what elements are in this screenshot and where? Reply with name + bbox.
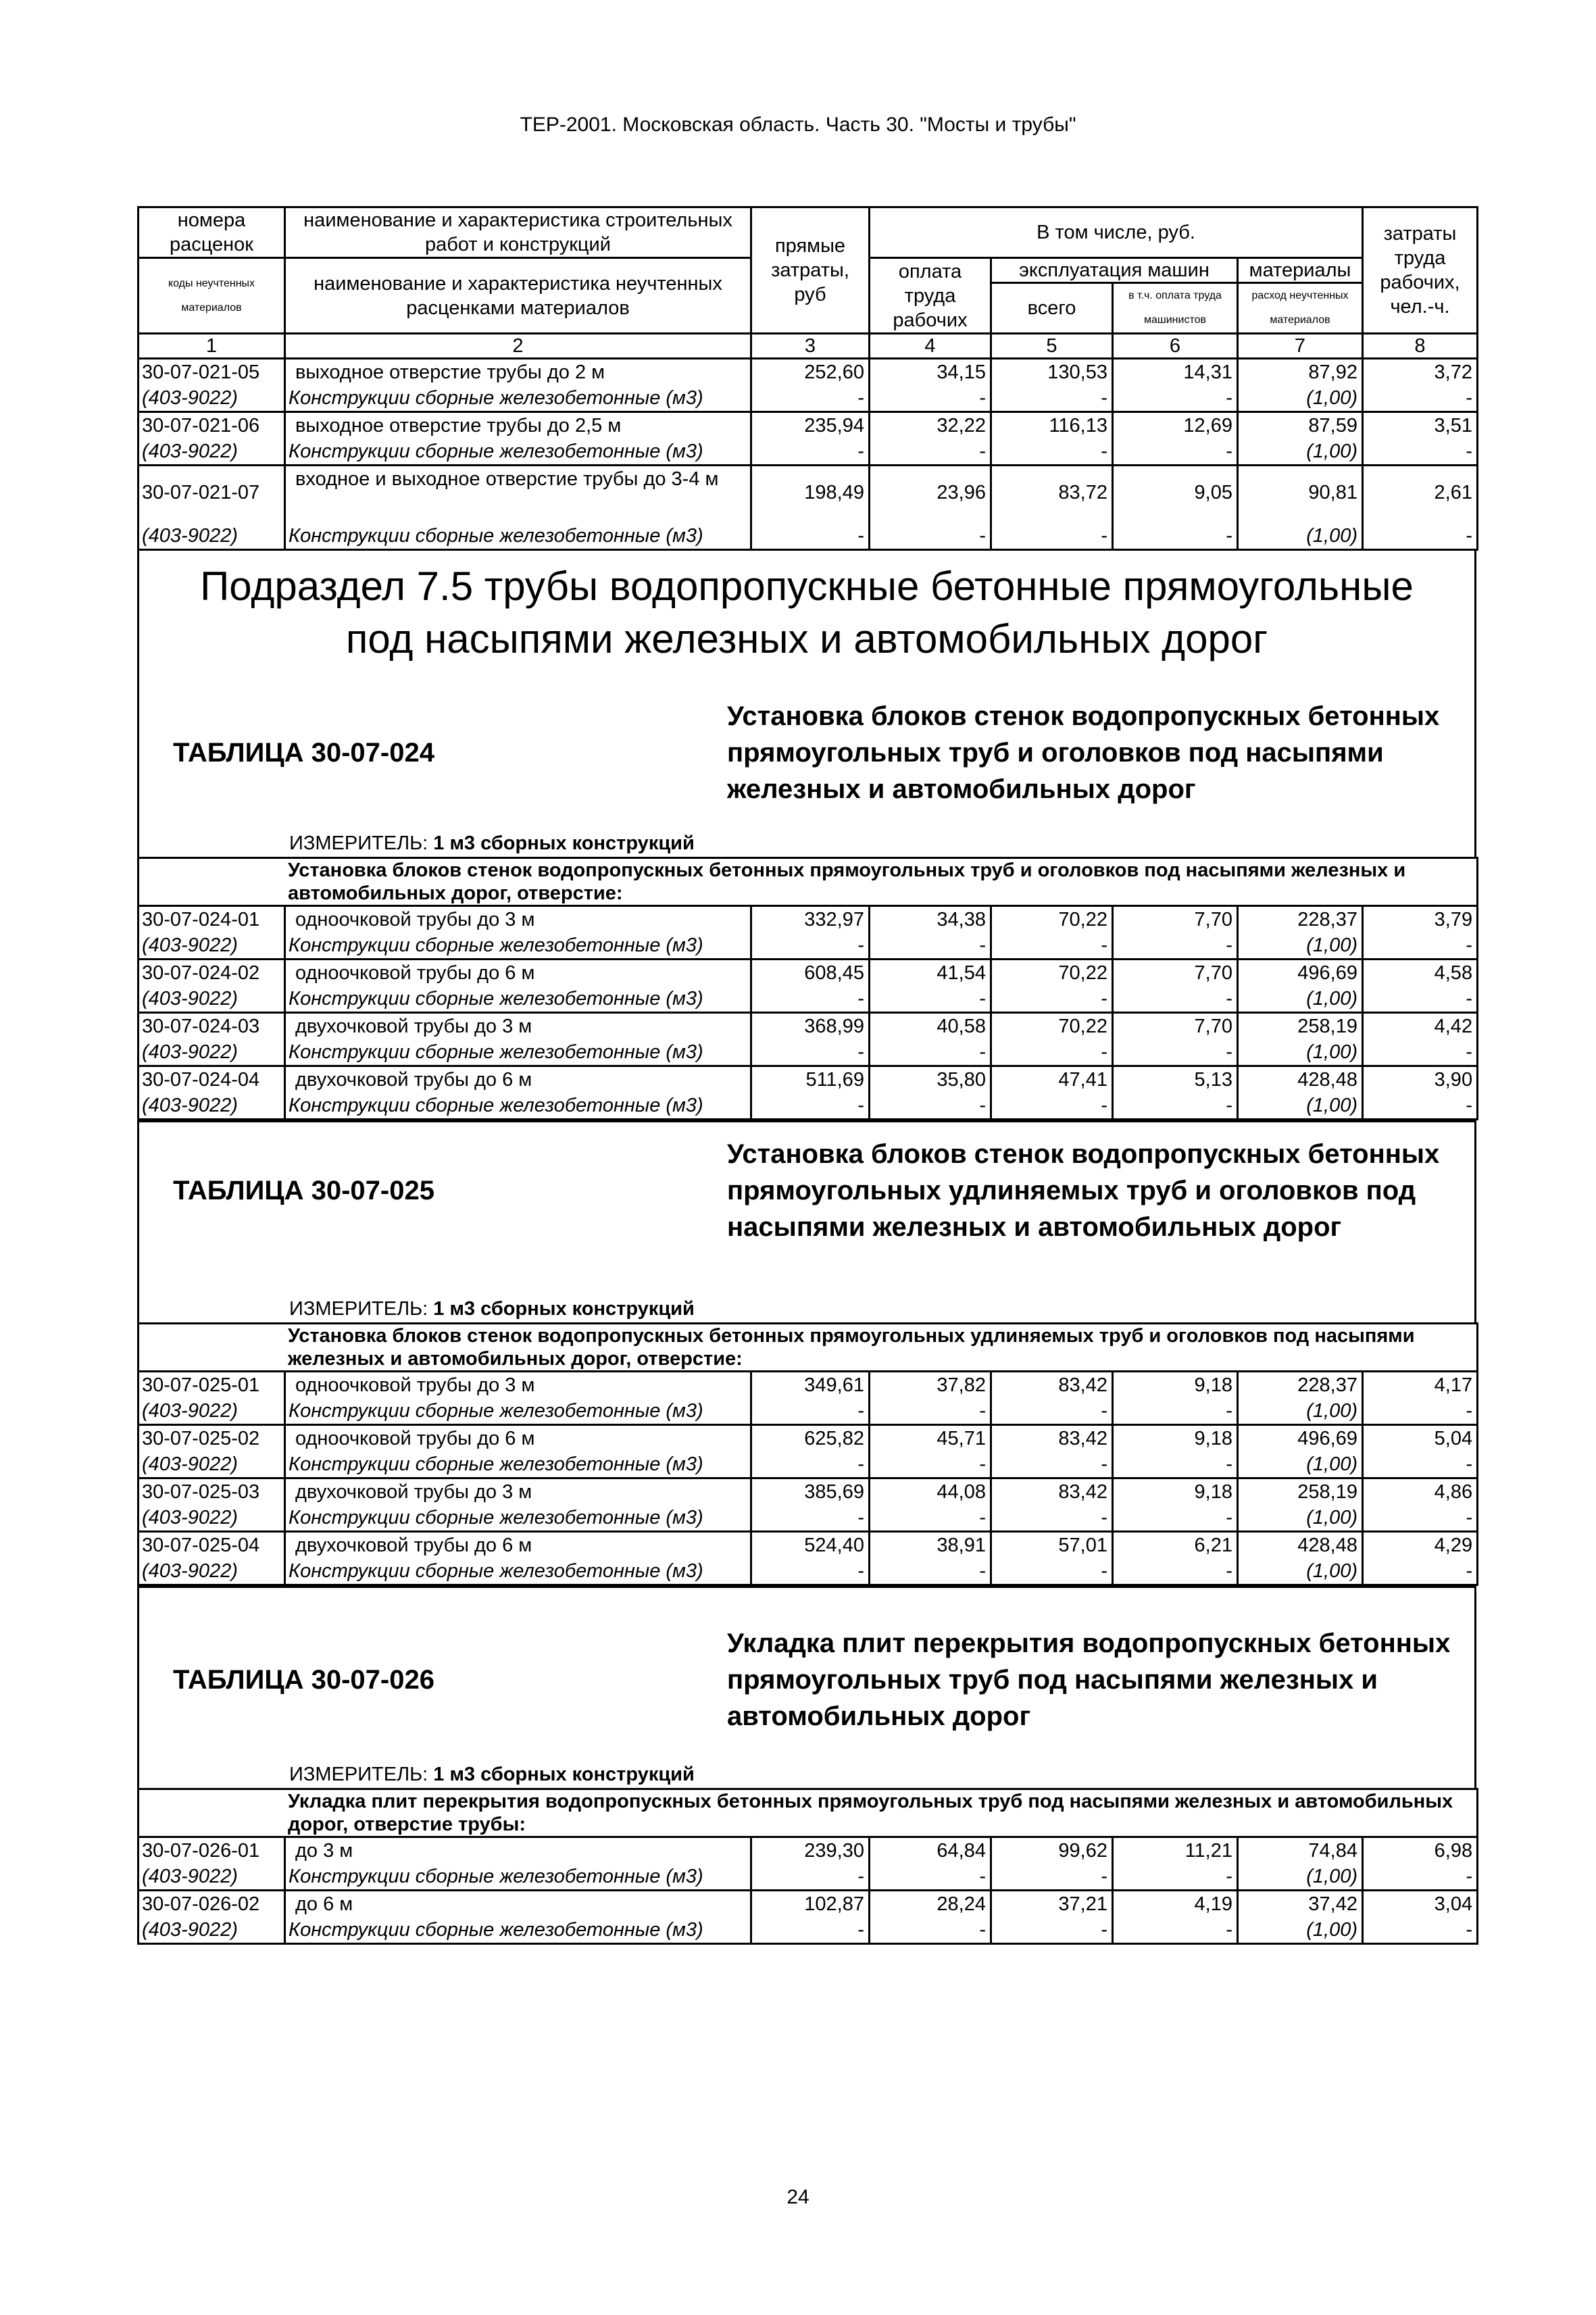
dash: -: [1113, 385, 1238, 412]
dash: -: [991, 1558, 1113, 1585]
dash: -: [1363, 1864, 1478, 1891]
machines-total: 99,62: [991, 1837, 1113, 1864]
measure-label: ИЗМЕРИТЕЛЬ:: [289, 1298, 434, 1320]
table-heading: [139, 1588, 1474, 1735]
material-code: (403-9022): [139, 1505, 285, 1532]
material-consumption: (1,00): [1238, 1917, 1363, 1944]
subsection-title: [139, 551, 1474, 666]
dash: -: [870, 986, 991, 1013]
dash: -: [870, 385, 991, 412]
table-title: Установка блоков стенок водопропускных бетонных прямоугольных труб и оголовков под насыпями железных и автомобильных дорог: [727, 701, 1440, 804]
material-row: [139, 1864, 1478, 1891]
material-row: [139, 505, 1478, 550]
material-code: (403-9022): [139, 1039, 285, 1066]
machinist-pay: 6,21: [1113, 1532, 1238, 1559]
direct-cost: 608,45: [751, 960, 870, 987]
table-title: Укладка плит перекрытия водопропускных бетонных прямоугольных труб под насыпями железных и автомобильных дорог: [727, 1628, 1451, 1731]
material-code: (403-9022): [139, 1917, 285, 1944]
materials-cost: 228,37: [1238, 1372, 1363, 1399]
material-row: [139, 1917, 1478, 1944]
dash: -: [1113, 439, 1238, 466]
page-number: 24: [787, 2186, 809, 2208]
rate-code: 30-07-021-06: [139, 412, 285, 439]
rate-description: до 3 м: [285, 1837, 751, 1864]
machines-total: 47,41: [991, 1066, 1113, 1093]
material-name: Конструкции сборные железобетонные (м3): [285, 1451, 751, 1478]
direct-cost: 625,82: [751, 1425, 870, 1452]
dash: -: [991, 1451, 1113, 1478]
dash: -: [1113, 1039, 1238, 1066]
material-name: Конструкции сборные железобетонные (м3): [285, 385, 751, 412]
rates-table-024: [137, 857, 1478, 1120]
subsection-title-line1: Подраздел 7.5 трубы водопропускные бетонные прямоугольные: [200, 564, 1414, 609]
dash: -: [1363, 1093, 1478, 1120]
col-number: 4: [870, 334, 991, 359]
rate-description: входное и выходное отверстие трубы до 3-4 м: [285, 466, 751, 506]
dash: -: [751, 1864, 870, 1891]
table-row: [139, 1891, 1478, 1918]
machinist-pay: 7,70: [1113, 1013, 1238, 1040]
labor-pay: 37,82: [870, 1372, 991, 1399]
labor-hours: 3,72: [1363, 359, 1478, 386]
group-caption: Установка блоков стенок водопропускных бетонных прямоугольных удлиняемых труб и оголовков под насыпями железных и автомобильных дорог, отверстие:: [139, 1324, 1478, 1372]
rate-description: до 6 м: [285, 1891, 751, 1918]
machines-total: 37,21: [991, 1891, 1113, 1918]
header-table: [137, 206, 1478, 551]
direct-cost: 252,60: [751, 359, 870, 386]
dash: -: [751, 1039, 870, 1066]
rate-description: одноочковой трубы до 6 м: [285, 960, 751, 987]
dash: -: [1363, 505, 1478, 550]
rate-description: одноочковой трубы до 3 м: [285, 906, 751, 933]
direct-cost: 349,61: [751, 1372, 870, 1399]
dash: -: [991, 1039, 1113, 1066]
material-consumption: (1,00): [1238, 986, 1363, 1013]
labor-pay: 34,38: [870, 906, 991, 933]
rate-code: 30-07-024-01: [139, 906, 285, 933]
direct-cost: 235,94: [751, 412, 870, 439]
machines-total: 70,22: [991, 1013, 1113, 1040]
materials-cost: 87,59: [1238, 412, 1363, 439]
material-row: [139, 1558, 1478, 1585]
material-consumption: (1,00): [1238, 505, 1363, 550]
dash: -: [870, 1398, 991, 1425]
materials-cost: 87,92: [1238, 359, 1363, 386]
labor-pay: 23,96: [870, 466, 991, 506]
materials-cost: 428,48: [1238, 1532, 1363, 1559]
material-row: [139, 1039, 1478, 1066]
rate-description: одноочковой трубы до 6 м: [285, 1425, 751, 1452]
col-number: 1: [139, 334, 285, 359]
rate-code: 30-07-025-02: [139, 1425, 285, 1452]
dash: -: [1363, 439, 1478, 466]
material-name: Конструкции сборные железобетонные (м3): [285, 439, 751, 466]
dash: -: [1113, 1451, 1238, 1478]
rate-description: двухочковой трубы до 6 м: [285, 1066, 751, 1093]
col7-header: расход неучтенных материалов: [1238, 283, 1363, 334]
labor-hours: 5,04: [1363, 1425, 1478, 1452]
labor-hours: 4,17: [1363, 1372, 1478, 1399]
dash: -: [991, 932, 1113, 960]
table-heading: [139, 698, 1474, 807]
dash: -: [991, 1864, 1113, 1891]
material-consumption: (1,00): [1238, 1558, 1363, 1585]
table-row: [139, 906, 1478, 933]
materials-cost: 496,69: [1238, 960, 1363, 987]
materials-header: материалы: [1238, 258, 1363, 283]
dash: -: [751, 1917, 870, 1944]
labor-pay: 41,54: [870, 960, 991, 987]
labor-pay: 34,15: [870, 359, 991, 386]
material-code: (403-9022): [139, 1864, 285, 1891]
machinist-pay: 12,69: [1113, 412, 1238, 439]
rate-code: 30-07-024-04: [139, 1066, 285, 1093]
material-row: [139, 1505, 1478, 1532]
labor-pay: 44,08: [870, 1478, 991, 1505]
material-name: Конструкции сборные железобетонные (м3): [285, 1864, 751, 1891]
labor-hours: 3,79: [1363, 906, 1478, 933]
labor-pay: 38,91: [870, 1532, 991, 1559]
material-code: (403-9022): [139, 1398, 285, 1425]
labor-pay: 32,22: [870, 412, 991, 439]
rate-code: 30-07-025-03: [139, 1478, 285, 1505]
dash: -: [870, 1917, 991, 1944]
dash: -: [991, 385, 1113, 412]
dash: -: [751, 1558, 870, 1585]
dash: -: [991, 986, 1113, 1013]
group-header: В том числе, руб.: [870, 207, 1363, 258]
material-row: [139, 1093, 1478, 1120]
material-code: (403-9022): [139, 1093, 285, 1120]
subsection-title-line2: под насыпями железных и автомобильных дорог: [345, 616, 1268, 662]
dash: -: [1113, 505, 1238, 550]
dash: -: [751, 1093, 870, 1120]
labor-pay: 28,24: [870, 1891, 991, 1918]
material-code: (403-9022): [139, 385, 285, 412]
measure-unit: [137, 1762, 1476, 1788]
material-row: [139, 1451, 1478, 1478]
col-number: 7: [1238, 334, 1363, 359]
measure-unit: [137, 824, 1476, 857]
material-code: (403-9022): [139, 439, 285, 466]
material-name: Конструкции сборные железобетонные (м3): [285, 1039, 751, 1066]
rate-description: выходное отверстие трубы до 2,5 м: [285, 412, 751, 439]
dash: -: [991, 1917, 1113, 1944]
dash: -: [870, 932, 991, 960]
dash: -: [991, 1398, 1113, 1425]
table-row: [139, 1837, 1478, 1864]
dash: -: [1363, 1039, 1478, 1066]
labor-hours: 2,61: [1363, 466, 1478, 506]
direct-cost: 239,30: [751, 1837, 870, 1864]
material-consumption: (1,00): [1238, 1398, 1363, 1425]
measure-value: 1 м3 сборных конструкций: [433, 832, 695, 854]
material-name: Конструкции сборные железобетонные (м3): [285, 986, 751, 1013]
direct-cost: 511,69: [751, 1066, 870, 1093]
dash: -: [1363, 1917, 1478, 1944]
machinist-pay: 11,21: [1113, 1837, 1238, 1864]
materials-cost: 258,19: [1238, 1478, 1363, 1505]
dash: -: [1113, 1398, 1238, 1425]
machines-total: 83,42: [991, 1478, 1113, 1505]
material-code: (403-9022): [139, 1451, 285, 1478]
table-row: [139, 1372, 1478, 1399]
machines-total: 130,53: [991, 359, 1113, 386]
material-consumption: (1,00): [1238, 1039, 1363, 1066]
table-row: [139, 1013, 1478, 1040]
machinist-pay: 5,13: [1113, 1066, 1238, 1093]
labor-hours: 3,51: [1363, 412, 1478, 439]
materials-cost: 428,48: [1238, 1066, 1363, 1093]
table-code: ТАБЛИЦА 30-07-026: [173, 1664, 434, 1695]
col5-header: всего: [991, 283, 1113, 334]
dash: -: [1113, 1505, 1238, 1532]
col1-subheader: коды неучтенных материалов: [139, 258, 285, 334]
machines-total: 57,01: [991, 1532, 1113, 1559]
labor-pay: 64,84: [870, 1837, 991, 1864]
materials-cost: 90,81: [1238, 466, 1363, 506]
material-consumption: (1,00): [1238, 1093, 1363, 1120]
col2-header: наименование и характеристика строительных работ и конструкций: [285, 207, 751, 258]
rates-sheet: [137, 206, 1476, 1945]
material-row: [139, 439, 1478, 466]
page-header: ТЕР-2001. Московская область. Часть 30. "Мосты и трубы": [520, 114, 1076, 136]
group-caption: Установка блоков стенок водопропускных бетонных прямоугольных труб и оголовков под насыпями железных и автомобильных дорог, отверстие:: [139, 858, 1478, 906]
dash: -: [751, 385, 870, 412]
machines-total: 83,42: [991, 1372, 1113, 1399]
material-name: Конструкции сборные железобетонные (м3): [285, 1558, 751, 1585]
labor-hours: 4,42: [1363, 1013, 1478, 1040]
materials-cost: 496,69: [1238, 1425, 1363, 1452]
dash: -: [751, 1451, 870, 1478]
dash: -: [751, 439, 870, 466]
materials-cost: 228,37: [1238, 906, 1363, 933]
dash: -: [1363, 1558, 1478, 1585]
dash: -: [1113, 1864, 1238, 1891]
material-code: (403-9022): [139, 932, 285, 960]
material-consumption: (1,00): [1238, 439, 1363, 466]
table-row: [139, 1066, 1478, 1093]
dash: -: [870, 1093, 991, 1120]
rate-description: выходное отверстие трубы до 2 м: [285, 359, 751, 386]
machinist-pay: 9,05: [1113, 466, 1238, 506]
table-row: [139, 1478, 1478, 1505]
col4-header: оплата труда рабочих: [870, 258, 991, 334]
rate-code: 30-07-021-07: [139, 466, 285, 506]
col3-header: прямые затраты, руб: [751, 207, 870, 334]
rate-description: двухочковой трубы до 6 м: [285, 1532, 751, 1559]
materials-cost: 37,42: [1238, 1891, 1363, 1918]
table-row: [139, 960, 1478, 987]
material-row: [139, 932, 1478, 960]
dash: -: [1113, 932, 1238, 960]
dash: -: [991, 505, 1113, 550]
dash: -: [1113, 1917, 1238, 1944]
dash: -: [870, 1505, 991, 1532]
dash: -: [991, 1093, 1113, 1120]
dash: -: [1113, 986, 1238, 1013]
machinist-pay: 9,18: [1113, 1425, 1238, 1452]
direct-cost: 524,40: [751, 1532, 870, 1559]
dash: -: [870, 1451, 991, 1478]
rate-description: двухочковой трубы до 3 м: [285, 1013, 751, 1040]
dash: -: [751, 1505, 870, 1532]
rate-code: 30-07-021-05: [139, 359, 285, 386]
dash: -: [991, 439, 1113, 466]
table-row: [139, 412, 1478, 439]
dash: -: [1363, 1398, 1478, 1425]
measure-label: ИЗМЕРИТЕЛЬ:: [289, 832, 434, 854]
material-consumption: (1,00): [1238, 1451, 1363, 1478]
direct-cost: 368,99: [751, 1013, 870, 1040]
direct-cost: 102,87: [751, 1891, 870, 1918]
subsection-block: [137, 551, 1476, 824]
material-name: Конструкции сборные железобетонные (м3): [285, 1917, 751, 1944]
material-consumption: (1,00): [1238, 932, 1363, 960]
dash: -: [751, 1398, 870, 1425]
material-code: (403-9022): [139, 986, 285, 1013]
dash: -: [751, 986, 870, 1013]
rate-code: 30-07-025-01: [139, 1372, 285, 1399]
labor-hours: 6,98: [1363, 1837, 1478, 1864]
machinist-pay: 4,19: [1113, 1891, 1238, 1918]
rate-code: 30-07-026-02: [139, 1891, 285, 1918]
machines-total: 83,72: [991, 466, 1113, 506]
materials-cost: 258,19: [1238, 1013, 1363, 1040]
labor-pay: 35,80: [870, 1066, 991, 1093]
machines-header: эксплуатация машин: [991, 258, 1238, 283]
table-code: ТАБЛИЦА 30-07-024: [173, 737, 434, 768]
rate-code: 30-07-025-04: [139, 1532, 285, 1559]
dash: -: [870, 1864, 991, 1891]
measure-value: 1 м3 сборных конструкций: [433, 1298, 695, 1320]
labor-pay: 40,58: [870, 1013, 991, 1040]
table-heading-block: [137, 1586, 1476, 1762]
col-number: 6: [1113, 334, 1238, 359]
material-name: Конструкции сборные железобетонные (м3): [285, 505, 751, 550]
labor-hours: 3,90: [1363, 1066, 1478, 1093]
material-name: Конструкции сборные железобетонные (м3): [285, 1398, 751, 1425]
machinist-pay: 9,18: [1113, 1478, 1238, 1505]
dash: -: [1113, 1093, 1238, 1120]
machines-total: 116,13: [991, 412, 1113, 439]
material-name: Конструкции сборные железобетонные (м3): [285, 932, 751, 960]
measure-unit: [137, 1297, 1476, 1322]
material-row: [139, 986, 1478, 1013]
labor-hours: 4,29: [1363, 1532, 1478, 1559]
col-number: 2: [285, 334, 751, 359]
material-code: (403-9022): [139, 1558, 285, 1585]
material-consumption: (1,00): [1238, 385, 1363, 412]
machines-total: 70,22: [991, 906, 1113, 933]
table-row: [139, 466, 1478, 506]
labor-hours: 4,58: [1363, 960, 1478, 987]
machinist-pay: 7,70: [1113, 960, 1238, 987]
dash: -: [1363, 986, 1478, 1013]
material-consumption: (1,00): [1238, 1505, 1363, 1532]
material-name: Конструкции сборные железобетонные (м3): [285, 1093, 751, 1120]
materials-cost: 74,84: [1238, 1837, 1363, 1864]
measure-value: 1 м3 сборных конструкций: [433, 1764, 695, 1785]
table-heading-block: [137, 1120, 1476, 1297]
table-row: [139, 359, 1478, 386]
labor-pay: 45,71: [870, 1425, 991, 1452]
machinist-pay: 9,18: [1113, 1372, 1238, 1399]
direct-cost: 332,97: [751, 906, 870, 933]
dash: -: [1113, 1558, 1238, 1585]
col-number: 5: [991, 334, 1113, 359]
table-row: [139, 1532, 1478, 1559]
material-row: [139, 1398, 1478, 1425]
dash: -: [870, 1558, 991, 1585]
group-caption: Укладка плит перекрытия водопропускных бетонных прямоугольных труб под насыпями железных и автомобильных дорог, отверстие трубы:: [139, 1789, 1478, 1837]
dash: -: [751, 932, 870, 960]
table-title: Установка блоков стенок водопропускных бетонных прямоугольных удлиняемых труб и оголовков под насыпями железных и автомобильных дорог: [727, 1139, 1440, 1242]
rate-code: 30-07-024-02: [139, 960, 285, 987]
dash: -: [1363, 385, 1478, 412]
rates-table-025: [137, 1322, 1478, 1586]
machinist-pay: 7,70: [1113, 906, 1238, 933]
labor-hours: 3,04: [1363, 1891, 1478, 1918]
rate-description: одноочковой трубы до 3 м: [285, 1372, 751, 1399]
dash: -: [991, 1505, 1113, 1532]
rates-table-026: [137, 1788, 1478, 1945]
dash: -: [1363, 932, 1478, 960]
col6-header: в т.ч. оплата труда машинистов: [1113, 283, 1238, 334]
dash: -: [870, 505, 991, 550]
material-code: (403-9022): [139, 505, 285, 550]
table-heading: [139, 1122, 1474, 1245]
dash: -: [751, 505, 870, 550]
col1-header: номера расценок: [139, 207, 285, 258]
col-number: 8: [1363, 334, 1478, 359]
measure-label: ИЗМЕРИТЕЛЬ:: [289, 1764, 434, 1785]
material-name: Конструкции сборные железобетонные (м3): [285, 1505, 751, 1532]
dash: -: [870, 1039, 991, 1066]
rate-description: двухочковой трубы до 3 м: [285, 1478, 751, 1505]
direct-cost: 385,69: [751, 1478, 870, 1505]
direct-cost: 198,49: [751, 466, 870, 506]
rate-code: 30-07-026-01: [139, 1837, 285, 1864]
dash: -: [1363, 1505, 1478, 1532]
machines-total: 70,22: [991, 960, 1113, 987]
dash: -: [870, 439, 991, 466]
col8-header: затраты труда рабочих, чел.-ч.: [1363, 207, 1478, 334]
labor-hours: 4,86: [1363, 1478, 1478, 1505]
material-row: [139, 385, 1478, 412]
col-number: 3: [751, 334, 870, 359]
table-row: [139, 1425, 1478, 1452]
machinist-pay: 14,31: [1113, 359, 1238, 386]
dash: -: [1363, 1451, 1478, 1478]
rate-code: 30-07-024-03: [139, 1013, 285, 1040]
material-consumption: (1,00): [1238, 1864, 1363, 1891]
machines-total: 83,42: [991, 1425, 1113, 1452]
col2-subheader: наименование и характеристика неучтенных расценками материалов: [285, 258, 751, 334]
table-code: ТАБЛИЦА 30-07-025: [173, 1175, 434, 1205]
